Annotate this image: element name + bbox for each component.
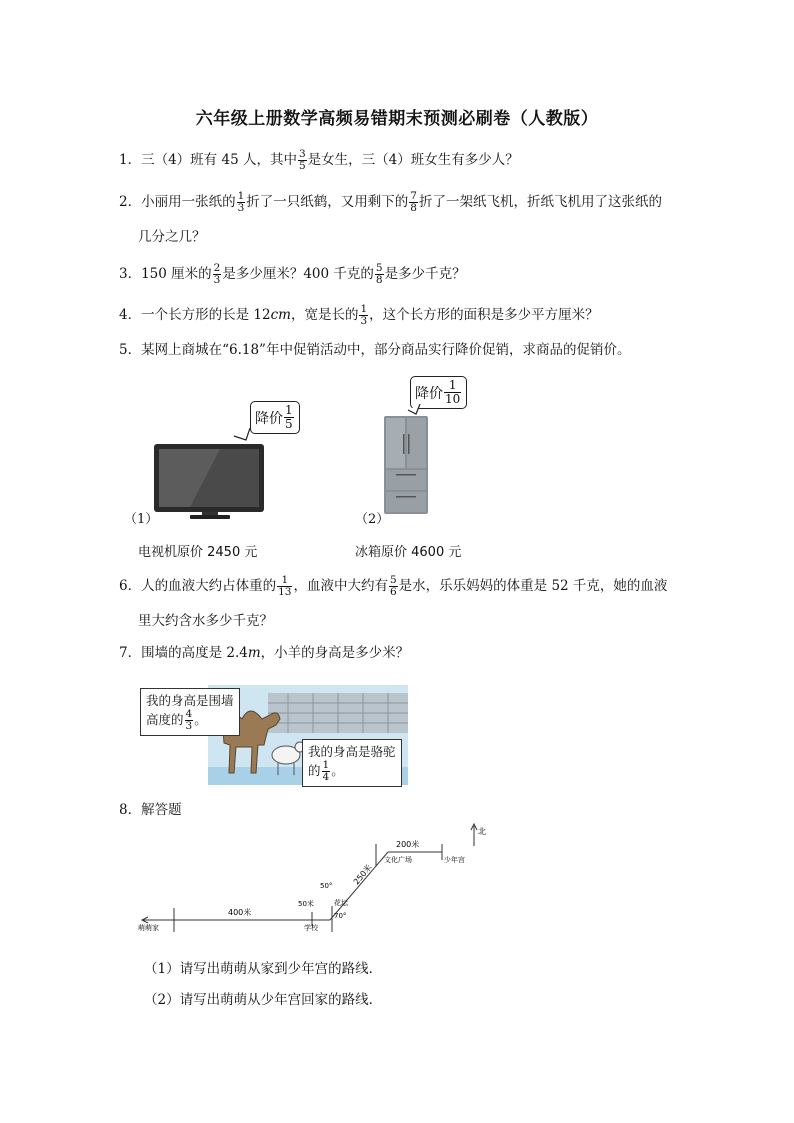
question-1: [119, 149, 519, 172]
distance-50: 50米: [298, 900, 314, 908]
page-title: 六年级上册数学高频易错期末预测必刷卷（人教版）: [195, 109, 599, 129]
question-number: 7．: [119, 645, 142, 661]
question-6-cont: 里大约含水多少千克？: [138, 613, 273, 629]
flower-bed-label: 花坛: [334, 899, 348, 907]
question-number: 1．: [119, 152, 142, 168]
question-text: ，这个长方形的面积是多少平方厘米？: [369, 307, 599, 323]
question-text: 折了一架纸飞机，折纸飞机用了这张纸的: [418, 194, 662, 210]
question-number: 6．: [119, 578, 142, 594]
fridge-caption: 冰箱原价 4600 元: [355, 545, 462, 560]
angle-50: 50°: [320, 882, 333, 890]
question-3: [119, 263, 466, 286]
question-text: 某网上商城在“6.18”年中促销活动中，部分商品实行降价促销，求商品的促销价。: [141, 342, 631, 358]
television-icon: [150, 428, 280, 523]
sub-question-1: （1）请写出萌萌从家到少年宫的路线．: [144, 961, 383, 977]
question-8: [119, 800, 182, 820]
question-6: [119, 575, 667, 598]
question-7: [119, 643, 409, 663]
question-text: 三（4）班有 45 人，其中: [141, 152, 297, 168]
question-text: 围墙的高度是 2.4: [141, 645, 248, 661]
tv-discount-bubble: 降价 $\frac{1}{5}$: [250, 401, 300, 434]
angle-70: 70°: [334, 912, 347, 920]
question-number: 5．: [119, 342, 142, 358]
question-number: 8．: [119, 802, 142, 818]
question-text: 是水，乐乐妈妈的体重是 52 千克，她的血液: [398, 578, 668, 594]
distance-250: 250米: [351, 862, 374, 887]
question-text: 折了一只纸鹤，又用剩下的: [246, 194, 409, 210]
tv-label: （1）: [124, 512, 159, 527]
question-2: [119, 191, 662, 214]
home-label: 萌萌家: [138, 924, 159, 932]
question-text: 是多少厘米？400 千克的: [222, 266, 374, 282]
fraction: $\frac{7}{8}$: [410, 190, 417, 214]
sub-question-2: （2）请写出萌萌从少年宫回家的路线．: [144, 992, 383, 1008]
camel-speech-bubble: 我的身高是围墙 高度的 $\frac{4}{3}$ 。: [140, 688, 240, 736]
fraction: $\frac{5}{8}$: [375, 262, 383, 286]
question-text: 解答题: [141, 802, 182, 818]
fridge-discount-bubble: 降价 $\frac{1}{10}$: [410, 376, 467, 409]
refrigerator-icon: [378, 404, 438, 524]
distance-200: 200米: [396, 840, 420, 849]
question-number: 4．: [119, 307, 142, 323]
question-text: ，宽是长的: [290, 307, 359, 323]
plaza-label: 文化广场: [384, 856, 412, 864]
question-text: 一个长方形的长是 12: [141, 307, 271, 323]
question-text: 是女生，三（4）班女生有多少人？: [307, 152, 519, 168]
question-4: [119, 304, 599, 327]
fraction: $\frac{1}{13}$: [278, 574, 292, 598]
route-map: [138, 822, 498, 932]
palace-label: 少年宫: [444, 856, 465, 864]
question-number: 3．: [119, 266, 142, 282]
question-text: 人的血液大约占体重的: [141, 578, 277, 594]
fridge-label: （2）: [355, 512, 390, 527]
question-text: 150 厘米的: [141, 266, 212, 282]
unit: m: [247, 645, 261, 661]
fraction: $\frac{2}{3}$: [213, 262, 221, 286]
fraction: $\frac{3}{5}$: [298, 148, 306, 172]
sheep-speech-bubble: 我的身高是骆驼 的 $\frac{1}{4}$ 。: [302, 739, 402, 787]
question-text: ，小羊的身高是多少米？: [260, 645, 410, 661]
question-5: [119, 340, 630, 360]
fraction: $\frac{5}{6}$: [389, 574, 397, 598]
question-number: 2．: [119, 194, 142, 210]
tv-caption: 电视机原价 2450 元: [138, 545, 258, 560]
fraction: $\frac{1}{3}$: [237, 190, 245, 214]
north-label: 北: [478, 827, 486, 836]
question-text: 小丽用一张纸的: [141, 194, 236, 210]
question-2-cont: 几分之几？: [138, 229, 206, 245]
distance-400: 400米: [228, 908, 252, 917]
question-text: 是多少千克？: [384, 266, 466, 282]
question-text: ，血液中大约有: [293, 578, 388, 594]
fraction: $\frac{1}{3}$: [360, 303, 368, 327]
unit: cm: [270, 307, 291, 323]
school-label: 学校: [304, 924, 318, 932]
